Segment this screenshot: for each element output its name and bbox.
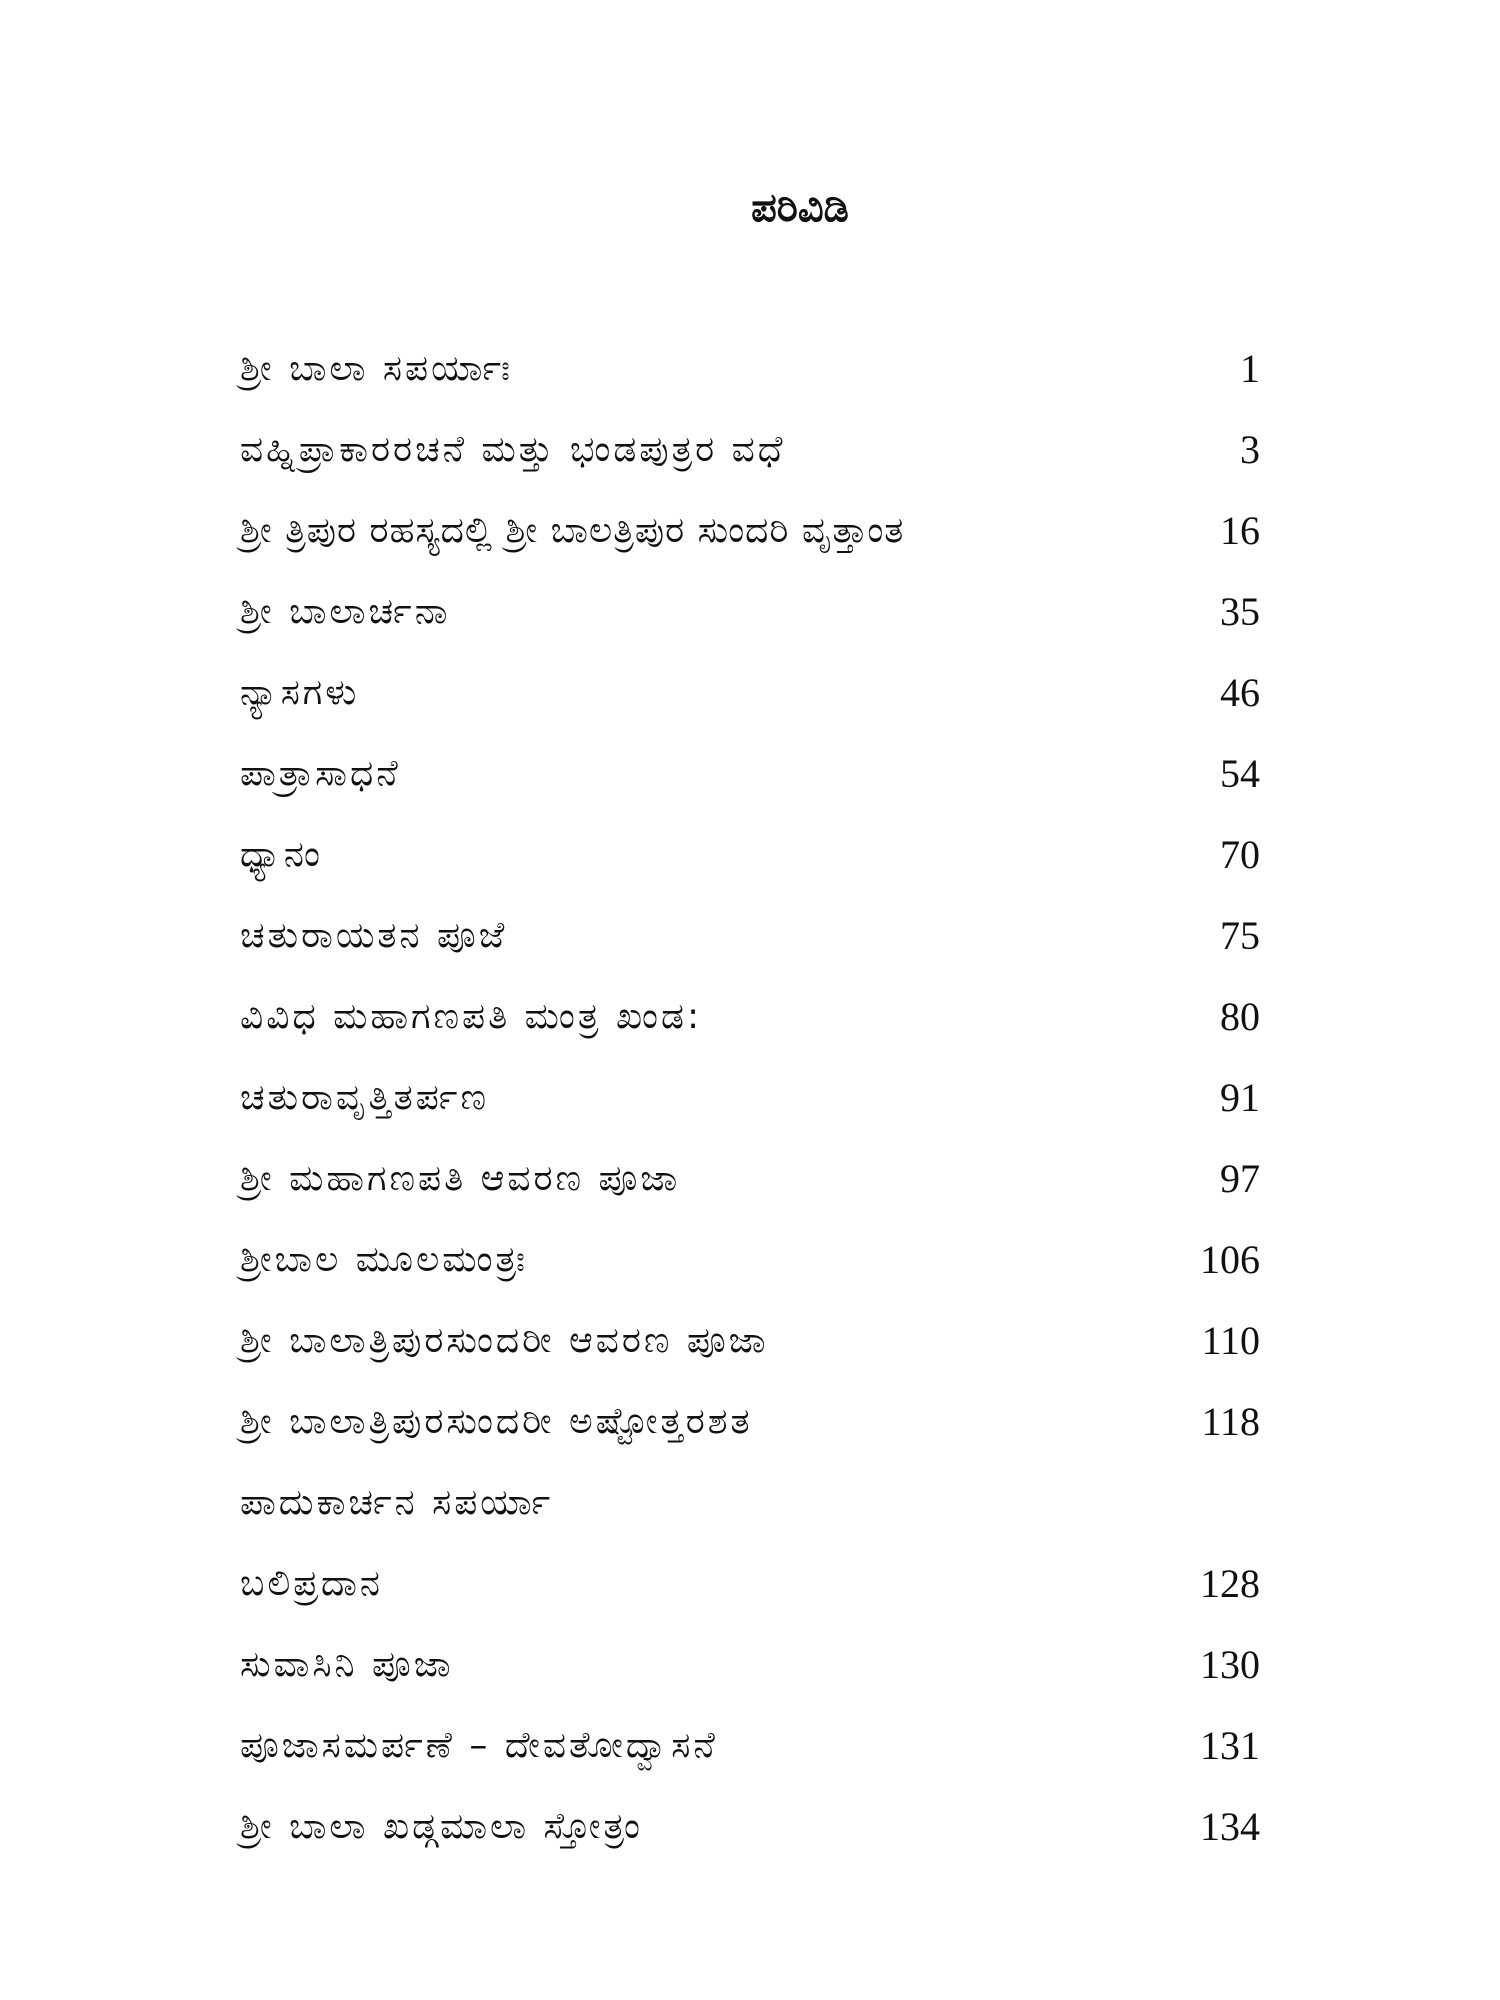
toc-entry-title: ಚತುರಾಯತನ ಪೂಜೆ <box>240 914 508 956</box>
toc-entry-title: ವಿವಿಧ ಮಹಾಗಣಪತಿ ಮಂತ್ರ ಖಂಡ: <box>240 995 703 1037</box>
toc-entry-page-number: 35 <box>1220 589 1260 634</box>
toc-entry-title: ಧ್ಯಾನಂ <box>240 833 323 875</box>
toc-entry-title: ವಹ್ನಿಪ್ರಾಕಾರರಚನೆ ಮತ್ತು ಭಂಡಪುತ್ರರ ವಧೆ <box>240 428 786 470</box>
toc-entry <box>240 1705 1260 1786</box>
toc-entry-page-number: 54 <box>1220 751 1260 796</box>
toc-entry <box>240 895 1260 976</box>
toc-entry-page-number: 46 <box>1220 670 1260 715</box>
toc-entry <box>240 571 1260 652</box>
toc-entry-title: ಪಾತ್ರಾಸಾಧನೆ <box>240 752 401 794</box>
toc-entry <box>240 328 1260 409</box>
toc-entry <box>240 1624 1260 1705</box>
toc-entry <box>240 814 1260 895</box>
toc-entry-title: ಪೂಜಾಸಮರ್ಪಣೆ – ದೇವತೋದ್ವಾಸನೆ <box>240 1724 718 1766</box>
toc-entry <box>240 1786 1260 1867</box>
toc-entry <box>240 490 1260 571</box>
toc-entry-title: ಶ್ರೀ ಬಾಲಾ ಸಪರ್ಯಾಃ <box>240 347 513 389</box>
toc-entry-page-number: 134 <box>1200 1804 1260 1849</box>
toc-entry-page-number: 70 <box>1220 832 1260 877</box>
toc-entry-page-number: 118 <box>1201 1399 1260 1444</box>
toc-entry-page-number: 106 <box>1200 1237 1260 1282</box>
toc-entry-title: ಪಾದುಕಾರ್ಚನ ಸಪರ್ಯಾ <box>240 1481 554 1523</box>
toc-entry <box>240 733 1260 814</box>
toc-entry-page-number: 3 <box>1240 427 1260 472</box>
toc-entry <box>240 1381 1260 1462</box>
toc-entry-title: ಶ್ರೀ ಬಾಲಾರ್ಚನಾ <box>240 590 451 632</box>
toc-entry <box>240 1543 1260 1624</box>
toc-entry-title: ಶ್ರೀಬಾಲ ಮೂಲಮಂತ್ರಃ <box>240 1238 529 1280</box>
toc-entry <box>240 652 1260 733</box>
toc-entry-page-number: 110 <box>1201 1318 1260 1363</box>
toc-entry-page-number: 128 <box>1200 1561 1260 1606</box>
toc-entry-title: ಬಲಿಪ್ರದಾನ <box>240 1562 383 1604</box>
toc-entry <box>240 976 1260 1057</box>
toc-entry-title: ಶ್ರೀ ಬಾಲಾ ಖಡ್ಗಮಾಲಾ ಸ್ತೋತ್ರಂ <box>240 1805 644 1847</box>
toc-entry-page-number: 16 <box>1220 508 1260 553</box>
toc-entry-page-number: 131 <box>1200 1723 1260 1768</box>
toc-entry-title: ಸುವಾಸಿನಿ ಪೂಜಾ <box>240 1643 454 1685</box>
toc-entry <box>240 1462 1260 1543</box>
toc-entry-page-number: 1 <box>1240 346 1260 391</box>
toc-entry-page-number: 97 <box>1220 1156 1260 1201</box>
toc-entry <box>240 1300 1260 1381</box>
toc-entry-page-number: 80 <box>1220 994 1260 1039</box>
toc-entry-title: ಶ್ರೀ ಮಹಾಗಣಪತಿ ಆವರಣ ಪೂಜಾ <box>240 1157 681 1199</box>
toc-entry <box>240 1219 1260 1300</box>
toc-entry-page-number: 91 <box>1220 1075 1260 1120</box>
toc-entry <box>240 1057 1260 1138</box>
toc-entry-title: ಶ್ರೀ ತ್ರಿಪುರ ರಹಸ್ಯದಲ್ಲಿ ಶ್ರೀ ಬಾಲತ್ರಿಪುರ ಸುಂದರಿ ವೃತ್ತಾಂತ <box>240 509 905 551</box>
toc-entry <box>240 409 1260 490</box>
toc-entry-page-number: 75 <box>1220 913 1260 958</box>
toc-entry-title: ಚತುರಾವೃತ್ತಿತರ್ಪಣ <box>240 1076 489 1118</box>
page-title: ಪರಿವಿಡಿ <box>751 185 849 231</box>
toc-entry-title: ಶ್ರೀ ಬಾಲಾತ್ರಿಪುರಸುಂದರೀ ಅಷ್ಟೋತ್ತರಶತ <box>240 1400 753 1442</box>
toc-entry <box>240 1138 1260 1219</box>
toc-entry-title: ಶ್ರೀ ಬಾಲಾತ್ರಿಪುರಸುಂದರೀ ಆವರಣ ಪೂಜಾ <box>240 1319 769 1361</box>
toc-entry-title: ನ್ಯಾಸಗಳು <box>240 671 360 713</box>
table-of-contents <box>240 328 1260 1867</box>
toc-entry-page-number: 130 <box>1200 1642 1260 1687</box>
